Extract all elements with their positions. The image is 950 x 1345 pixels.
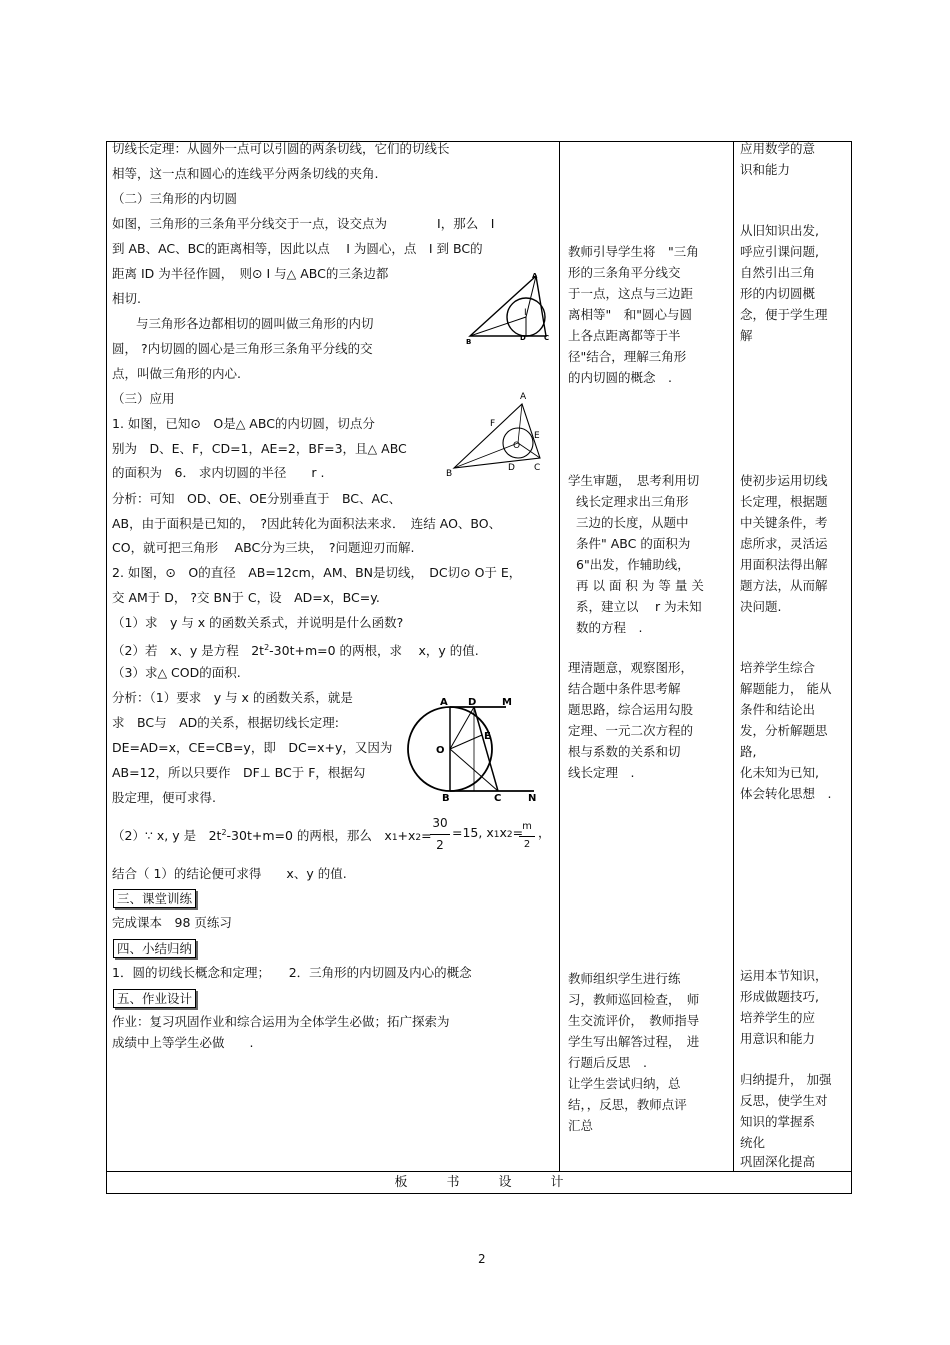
label-I: I bbox=[524, 308, 527, 318]
text-line: 交 AM于 D， ?交 BN于 C，设 AD=x，BC=y. bbox=[112, 590, 380, 605]
text-line: （3）求△ COD的面积. bbox=[112, 665, 241, 680]
text-line: 归纳提升， 加强 bbox=[740, 1072, 832, 1087]
text-line: 汇总 bbox=[568, 1118, 594, 1133]
label-B: B bbox=[446, 469, 453, 479]
text-line: 分析：可知 OD、OE、OE分别垂直于 BC、AC、 bbox=[112, 491, 402, 506]
text-line: 线长定理 . bbox=[568, 765, 635, 780]
text-line: 让学生尝试归纳，总 bbox=[568, 1076, 681, 1091]
label-C: C bbox=[494, 793, 502, 804]
text-line: 切线长定理：从圆外一点可以引圆的两条切线，它们的切线长 bbox=[112, 141, 450, 156]
text-line: 巩固深化提高 bbox=[740, 1154, 816, 1169]
text-line: 别为 D、E、F，CD=1，AE=2，BF=3，且△ ABC bbox=[112, 441, 407, 456]
label-O: O bbox=[436, 745, 445, 756]
text-line: 学生审题， 思考利用切 bbox=[568, 473, 700, 488]
text-line: 作业：复习巩固作业和综合运用为全体学生必做；拓广探索为 bbox=[112, 1014, 450, 1029]
text-line: 解题能力， 能从 bbox=[740, 681, 832, 696]
text-line: 上各点距离都等于半 bbox=[568, 328, 681, 343]
section-heading: （二）三角形的内切圆 bbox=[112, 191, 238, 206]
text-line: 培养学生的应 bbox=[740, 1010, 816, 1025]
label-E: E bbox=[534, 431, 540, 441]
board-design-row: 板 书 设 计 bbox=[394, 1175, 564, 1190]
section-label-homework: 五、作业设计 bbox=[113, 989, 196, 1008]
label-C: C bbox=[544, 334, 550, 342]
text-line: 形成做题技巧, bbox=[740, 989, 819, 1004]
label-F: F bbox=[490, 419, 496, 429]
text-line: 与三角形各边都相切的圆叫做三角形的内切 bbox=[136, 316, 374, 331]
text-line: 统化 bbox=[740, 1135, 766, 1150]
label-B: B bbox=[442, 793, 450, 804]
text-line: 题方法，从而解 bbox=[740, 578, 828, 593]
column-divider-1 bbox=[559, 141, 560, 1172]
section-label-summary: 四、小结归纳 bbox=[113, 939, 196, 958]
text-line: 知识的掌握系 bbox=[740, 1114, 816, 1129]
text-line: 习，教师巡回检查， 师 bbox=[568, 992, 700, 1007]
text-line: =15, x1x2= bbox=[452, 825, 524, 840]
figure-circle-tangents bbox=[406, 697, 552, 804]
text-line: 系，建立以 r 为未知 bbox=[576, 599, 702, 614]
text-line: 相等，这一点和圆心的连线平分两条切线的夹角. bbox=[112, 166, 379, 181]
text-line: 到 AB、AC、BC的距离相等，因此以点 I 为圆心，点 I 到 BC的 bbox=[112, 241, 483, 256]
text-line: 数的方程 . bbox=[576, 620, 643, 635]
text-line: （1）求 y 与 x 的函数关系式，并说明是什么函数? bbox=[112, 615, 404, 630]
fraction-numerator: 30 bbox=[432, 816, 448, 830]
text-line: 学生写出解答过程， 进 bbox=[568, 1034, 700, 1049]
text-line: 应用数学的意 bbox=[740, 141, 816, 156]
label-D: D bbox=[520, 334, 526, 342]
text-line: 培养学生综合 bbox=[740, 660, 816, 675]
text-line: 于一点，这点与三边距 bbox=[568, 286, 694, 301]
label-B: B bbox=[466, 338, 472, 346]
text-line: 结合（ 1）的结论便可求得 x、y 的值. bbox=[112, 866, 347, 881]
text-line: 6"出发，作辅助线， bbox=[576, 557, 690, 572]
text-line: 结合题中条件思考解 bbox=[568, 681, 681, 696]
text-line: 的内切圆的概念 . bbox=[568, 370, 672, 385]
label-A: A bbox=[520, 392, 527, 402]
text-line: 条件和结论出 bbox=[740, 702, 816, 717]
text-line: 三边的长度，从题中 bbox=[576, 515, 689, 530]
label-A: A bbox=[532, 272, 538, 280]
text-line: 体会转化思想 . bbox=[740, 786, 832, 801]
text-line: 距离 ID 为半径作圆， 则⊙ I 与△ ABC的三条边都 bbox=[112, 266, 389, 281]
text-line: 形的内切圆概 bbox=[740, 286, 816, 301]
text-line: 从旧知识出发, bbox=[740, 223, 819, 238]
text-line: 行题后反思 . bbox=[568, 1055, 647, 1070]
text-line: 离相等" 和"圆心与圆 bbox=[568, 307, 692, 322]
text-line: 完成课本 98 页练习 bbox=[112, 915, 232, 930]
text-line: 1．圆的切线长概念和定理； 2．三角形的内切圆及内心的概念 bbox=[112, 965, 472, 980]
text-line: 识和能力 bbox=[740, 162, 791, 177]
text-line: 条件" ABC 的面积为 bbox=[576, 536, 691, 551]
label-D: D bbox=[508, 463, 515, 473]
text-line: 定理、一元二次方程的 bbox=[568, 723, 694, 738]
text-line: （2）若 x、y 是方程 $2t^2-30t+m=0$ 的两根，求 x，y 的值. bbox=[112, 643, 479, 659]
text-line: CO，就可把三角形 ABC分为三块， ?问题迎刃而解. bbox=[112, 540, 415, 555]
text-line: 运用本节知识， bbox=[740, 968, 828, 983]
text-line: 相切. bbox=[112, 291, 141, 306]
fraction-denominator: 2 bbox=[436, 838, 444, 852]
page-number: 2 bbox=[478, 1252, 486, 1266]
fraction-bar bbox=[519, 836, 535, 837]
fraction-numerator: m bbox=[522, 821, 532, 832]
text-line: 使初步运用切线 bbox=[740, 473, 828, 488]
text-line: 教师组织学生进行练 bbox=[568, 971, 681, 986]
text-line: 发，分析解题思 bbox=[740, 723, 828, 738]
text-line: 长定理，根据题 bbox=[740, 494, 828, 509]
text-line: 自然引出三角 bbox=[740, 265, 816, 280]
text-line: 成绩中上等学生必做 . bbox=[112, 1035, 254, 1050]
figure-incircle-triangle bbox=[462, 268, 554, 346]
fraction-bar bbox=[430, 834, 450, 835]
text-line: 股定理，便可求得. bbox=[112, 790, 216, 805]
text-line: 分析：（1）要求 y 与 x 的函数关系，就是 bbox=[112, 690, 353, 705]
label-M: M bbox=[502, 697, 512, 708]
text-line: 线长定理求出三角形 bbox=[576, 494, 689, 509]
label-N: N bbox=[528, 793, 537, 804]
text-line: 解 bbox=[740, 328, 753, 343]
text-line: 的面积为 6． 求内切圆的半径 r . bbox=[112, 465, 325, 480]
section-heading: （三）应用 bbox=[112, 391, 175, 406]
text-line: 点，叫做三角形的内心. bbox=[112, 366, 241, 381]
text-line: DE=AD=x，CE=CB=y，即 DC=x+y，又因为 bbox=[112, 740, 393, 755]
section-label-training: 三、课堂训练 bbox=[113, 889, 196, 908]
label-A: A bbox=[440, 697, 448, 708]
text-line: 结，，反思，教师点评 bbox=[568, 1097, 687, 1112]
text-line: 教师引导学生将 "三角 bbox=[568, 244, 699, 259]
column-divider-2 bbox=[733, 141, 734, 1172]
text-line: 圆， ?内切圆的圆心是三角形三条角平分线的交 bbox=[112, 341, 373, 356]
label-E: E bbox=[484, 731, 491, 742]
text-line: AB，由于面积是已知的， ?因此转化为面积法来求． 连结 AO、BO、 bbox=[112, 516, 502, 531]
text-line: 呼应引课问题, bbox=[740, 244, 819, 259]
text-line: 虑所求，灵活运 bbox=[740, 536, 828, 551]
text-line: 念，便于学生理 bbox=[740, 307, 828, 322]
text-line: AB=12，所以只要作 DF⊥ BC于 F，根据勾 bbox=[112, 765, 366, 780]
text-line: 如图，三角形的三条角平分线交于一点，设交点为 I，那么 I bbox=[112, 216, 495, 231]
text-line: 再 以 面 积 为 等 量 关 bbox=[576, 578, 704, 593]
text-line: 2. 如图，⊙ O的直径 AB=12cm，AM、BN是切线， DC切⊙ O于 E， bbox=[112, 565, 522, 580]
text-line: 理清题意，观察图形， bbox=[568, 660, 694, 675]
text-line: 根与系数的关系和切 bbox=[568, 744, 681, 759]
text-line: 决问题. bbox=[740, 599, 782, 614]
text-line: 反思，使学生对 bbox=[740, 1093, 828, 1108]
label-D: D bbox=[468, 697, 477, 708]
text-line: 1. 如图，已知⊙ O是△ ABC的内切圆，切点分 bbox=[112, 416, 375, 431]
text-line: ， bbox=[538, 825, 551, 840]
text-line: 径"结合，理解三角形 bbox=[568, 349, 687, 364]
label-C: C bbox=[534, 463, 541, 473]
text-line: 形的三条角平分线交 bbox=[568, 265, 681, 280]
text-line: 用面积法得出解 bbox=[740, 557, 828, 572]
text-line: 生交流评价， 教师指导 bbox=[568, 1013, 700, 1028]
fraction-denominator: 2 bbox=[523, 839, 531, 850]
text-line: 中关键条件，考 bbox=[740, 515, 828, 530]
text-line: 求 BC与 AD的关系，根据切线长定理: bbox=[112, 715, 339, 730]
text-line: 用意识和能力 bbox=[740, 1031, 816, 1046]
label-O: O bbox=[513, 441, 521, 451]
text-line: 化未知为已知, bbox=[740, 765, 819, 780]
text-line: 题思路，综合运用勾股 bbox=[568, 702, 694, 717]
figure-incircle-tangent-points bbox=[444, 388, 548, 478]
text-line: 路, bbox=[740, 744, 757, 759]
text-line: （2）∵ x, y 是 $2t^2-30t+m=0$ 的两根，那么 x1+x2= bbox=[112, 828, 432, 844]
